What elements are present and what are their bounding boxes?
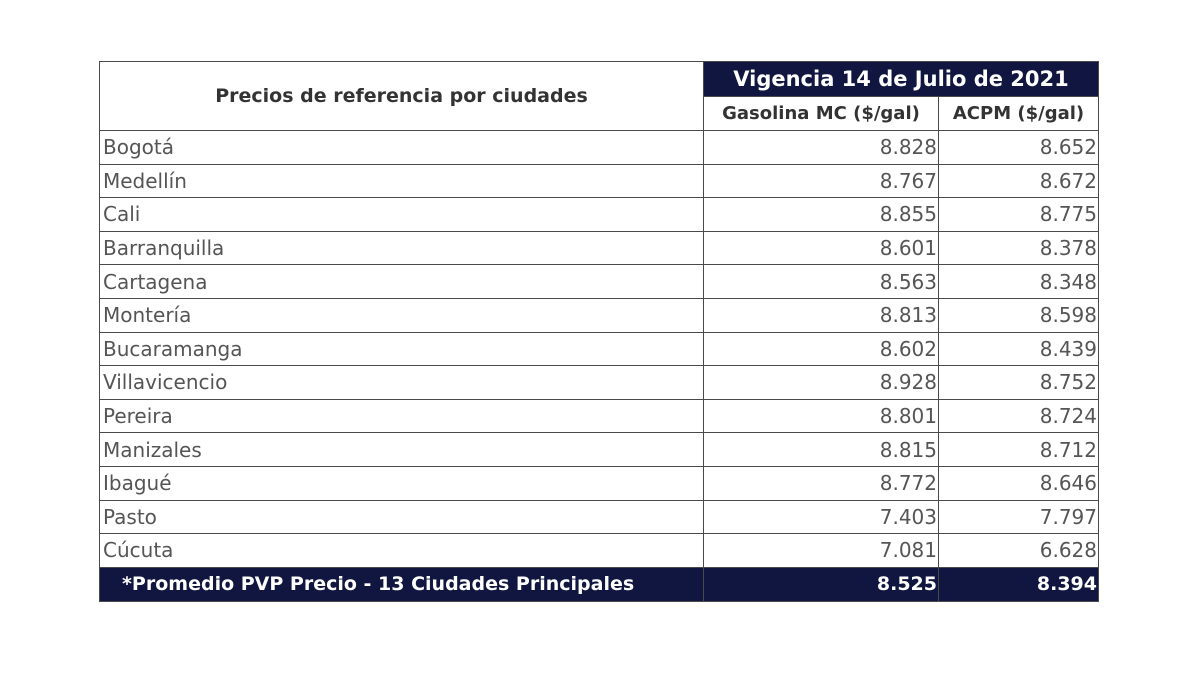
row-gasolina: 7.403	[704, 500, 939, 534]
row-acpm: 8.724	[939, 399, 1099, 433]
row-gasolina: 8.772	[704, 466, 939, 500]
row-gasolina: 8.855	[704, 198, 939, 232]
table-row	[100, 164, 1099, 198]
row-acpm: 8.598	[939, 298, 1099, 332]
row-gasolina: 8.813	[704, 298, 939, 332]
table-row	[100, 198, 1099, 232]
table-row	[100, 231, 1099, 265]
row-city: Medellín	[100, 164, 704, 198]
row-city: Bogotá	[100, 131, 704, 165]
row-city: Cartagena	[100, 265, 704, 299]
row-city: Barranquilla	[100, 231, 704, 265]
row-gasolina: 8.601	[704, 231, 939, 265]
row-city: Cali	[100, 198, 704, 232]
total-acpm: 8.394	[939, 567, 1099, 601]
row-gasolina: 8.828	[704, 131, 939, 165]
table-row	[100, 131, 1099, 165]
row-gasolina: 8.815	[704, 433, 939, 467]
row-gasolina: 8.563	[704, 265, 939, 299]
row-gasolina: 8.602	[704, 332, 939, 366]
total-gasolina: 8.525	[704, 567, 939, 601]
table-row	[100, 466, 1099, 500]
row-acpm: 7.797	[939, 500, 1099, 534]
row-city: Villavicencio	[100, 366, 704, 400]
row-acpm: 8.652	[939, 131, 1099, 165]
row-acpm: 8.775	[939, 198, 1099, 232]
total-row	[100, 567, 1099, 601]
table-row	[100, 366, 1099, 400]
price-table-container	[99, 61, 1098, 602]
table-row	[100, 500, 1099, 534]
row-acpm: 8.672	[939, 164, 1099, 198]
row-acpm: 8.712	[939, 433, 1099, 467]
row-city: Montería	[100, 298, 704, 332]
row-acpm: 6.628	[939, 534, 1099, 568]
row-acpm: 8.348	[939, 265, 1099, 299]
row-city: Bucaramanga	[100, 332, 704, 366]
row-acpm: 8.646	[939, 466, 1099, 500]
row-city: Pasto	[100, 500, 704, 534]
row-city: Ibagué	[100, 466, 704, 500]
table-row	[100, 534, 1099, 568]
row-city: Manizales	[100, 433, 704, 467]
row-gasolina: 8.767	[704, 164, 939, 198]
column-header-gasolina: Gasolina MC ($/gal)	[704, 97, 939, 131]
table-row	[100, 265, 1099, 299]
total-label: *Promedio PVP Precio - 13 Ciudades Principales	[100, 567, 704, 601]
table-body	[100, 131, 1099, 568]
table-row	[100, 332, 1099, 366]
column-header-acpm: ACPM ($/gal)	[939, 97, 1099, 131]
table-title: Precios de referencia por ciudades	[100, 62, 704, 131]
row-city: Pereira	[100, 399, 704, 433]
row-gasolina: 7.081	[704, 534, 939, 568]
row-gasolina: 8.928	[704, 366, 939, 400]
table-row	[100, 399, 1099, 433]
vigencia-header: Vigencia 14 de Julio de 2021	[704, 62, 1099, 97]
table-row	[100, 298, 1099, 332]
row-acpm: 8.378	[939, 231, 1099, 265]
row-city: Cúcuta	[100, 534, 704, 568]
row-acpm: 8.439	[939, 332, 1099, 366]
table-row	[100, 433, 1099, 467]
price-table	[99, 61, 1099, 602]
row-gasolina: 8.801	[704, 399, 939, 433]
row-acpm: 8.752	[939, 366, 1099, 400]
